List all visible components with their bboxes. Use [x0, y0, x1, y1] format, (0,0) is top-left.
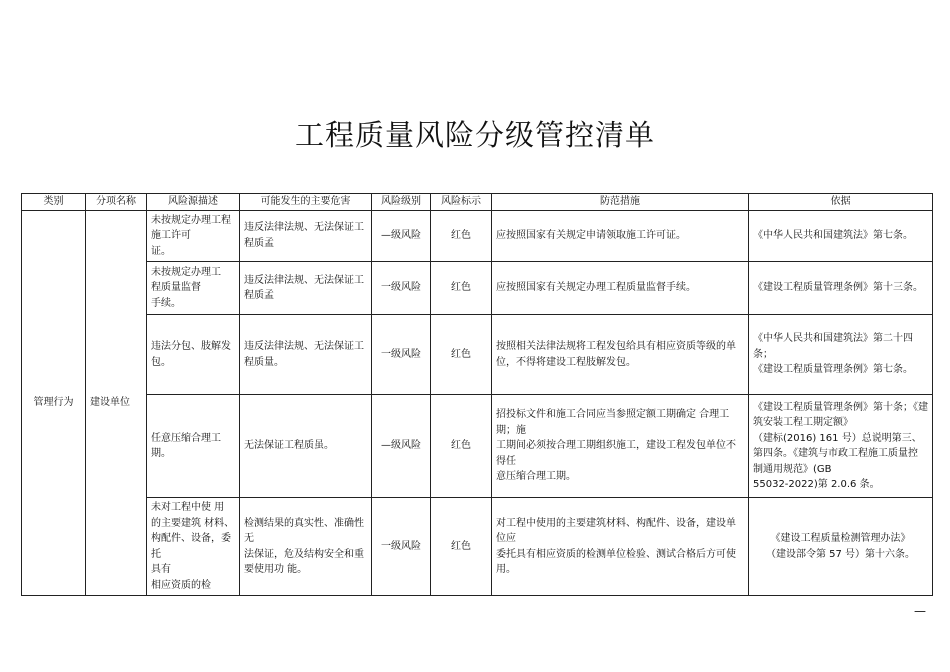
risk-mark-cell: 红色 — [431, 395, 492, 498]
header-basis: 依据 — [749, 194, 933, 211]
header-category: 类别 — [22, 194, 86, 211]
risk-level-cell: 一级风险 — [372, 262, 431, 315]
header-prevention-measure: 防范措施 — [492, 194, 749, 211]
risk-level-cell: 一级风险 — [372, 315, 431, 395]
category-cell: 管理行为 — [22, 210, 86, 596]
risk-mark-cell: 红色 — [431, 315, 492, 395]
basis-cell: 《中华人民共和国建筑法》第二十四 条； 《建设工程质量管理条例》第七条。 — [749, 315, 933, 395]
basis-cell: 《中华人民共和国建筑法》第七条。 — [749, 210, 933, 262]
page-marker: — — [914, 604, 926, 618]
hazard-cell: 违反法律法规、无法保证工 程质量。 — [240, 315, 372, 395]
prevention-measure-cell: 应按照国家有关规定申请领取施工许可证。 — [492, 210, 749, 262]
table-row — [22, 262, 933, 315]
header-risk-level: 风险级别 — [372, 194, 431, 211]
hazard-cell: 违反法律法规、无法保证工 程质孟 — [240, 210, 372, 262]
basis-cell: 《建设工程质量检测管理办法》 （建设部令第 57 号）第十六条。 — [749, 498, 933, 596]
item-name-cell: 建设单位 — [86, 210, 147, 596]
table-row — [22, 210, 933, 262]
header-main-hazard: 可能发生的主要危害 — [240, 194, 372, 211]
risk-level-cell: —级风险 — [372, 395, 431, 498]
hazard-cell: 无法保证工程质虽。 — [240, 395, 372, 498]
risk-level-cell: 一级风险 — [372, 498, 431, 596]
hazard-cell: 违反法律法规、无法保证工 程质孟 — [240, 262, 372, 315]
prevention-measure-cell: 按照相关法律法规将工程发包给具有相应资质等级的单 位，不得将建设工程肢解发包。 — [492, 315, 749, 395]
risk-source-cell: 违法分包、肢解发 包。 — [147, 315, 240, 395]
table-header-row — [22, 194, 933, 211]
risk-mark-cell: 红色 — [431, 262, 492, 315]
header-risk-mark: 风险标示 — [431, 194, 492, 211]
table-row — [22, 315, 933, 395]
risk-source-cell: 未按规定办理工程 施工许可 证。 — [147, 210, 240, 262]
risk-mark-cell: 红色 — [431, 210, 492, 262]
risk-mark-cell: 红色 — [431, 498, 492, 596]
basis-cell: 《建设工程质量管理条例》第十三条。 — [749, 262, 933, 315]
header-item-name: 分项名称 — [86, 194, 147, 211]
risk-control-table — [21, 193, 933, 596]
risk-level-cell: —级风险 — [372, 210, 431, 262]
basis-cell: 《建设工程质量管理条例》第十条；《建 筑安装工程工期定额》 （建标(2016) 161 号）总说明第三、 第四条。《建筑与市政工程施工质量控 制通用规范》(GB 55032-2022)第 2.0.6 条。 — [749, 395, 933, 498]
table-row — [22, 395, 933, 498]
prevention-measure-cell: 招投标文件和施工合同应当参照定额工期确定 合理工期；施 工期间必须按合理工期组织施工，建设工程发包单位不得任 意压缩合理工期。 — [492, 395, 749, 498]
page-title: 工程质量风险分级管控清单 — [294, 118, 655, 152]
table-row — [22, 498, 933, 596]
risk-source-cell: 未按规定办理工 程质量监督 手续。 — [147, 262, 240, 315]
hazard-cell: 检测结果的真实性、准确性无 法保证，危及结构安全和重 要使用功 能。 — [240, 498, 372, 596]
risk-source-cell: 任意压缩合理工 期。 — [147, 395, 240, 498]
header-risk-source: 风险源描述 — [147, 194, 240, 211]
prevention-measure-cell: 对工程中使用的主要建筑材料、构配件、设备，建设单位应 委托具有相应资质的检测单位检验、测试合格后方可使用。 — [492, 498, 749, 596]
prevention-measure-cell: 应按照国家有关规定办理工程质量监督手续。 — [492, 262, 749, 315]
risk-source-cell: 未对工程中使 用 的主要建筑 材料、 构配件、设备，委托 具有 相应资质的检 — [147, 498, 240, 596]
